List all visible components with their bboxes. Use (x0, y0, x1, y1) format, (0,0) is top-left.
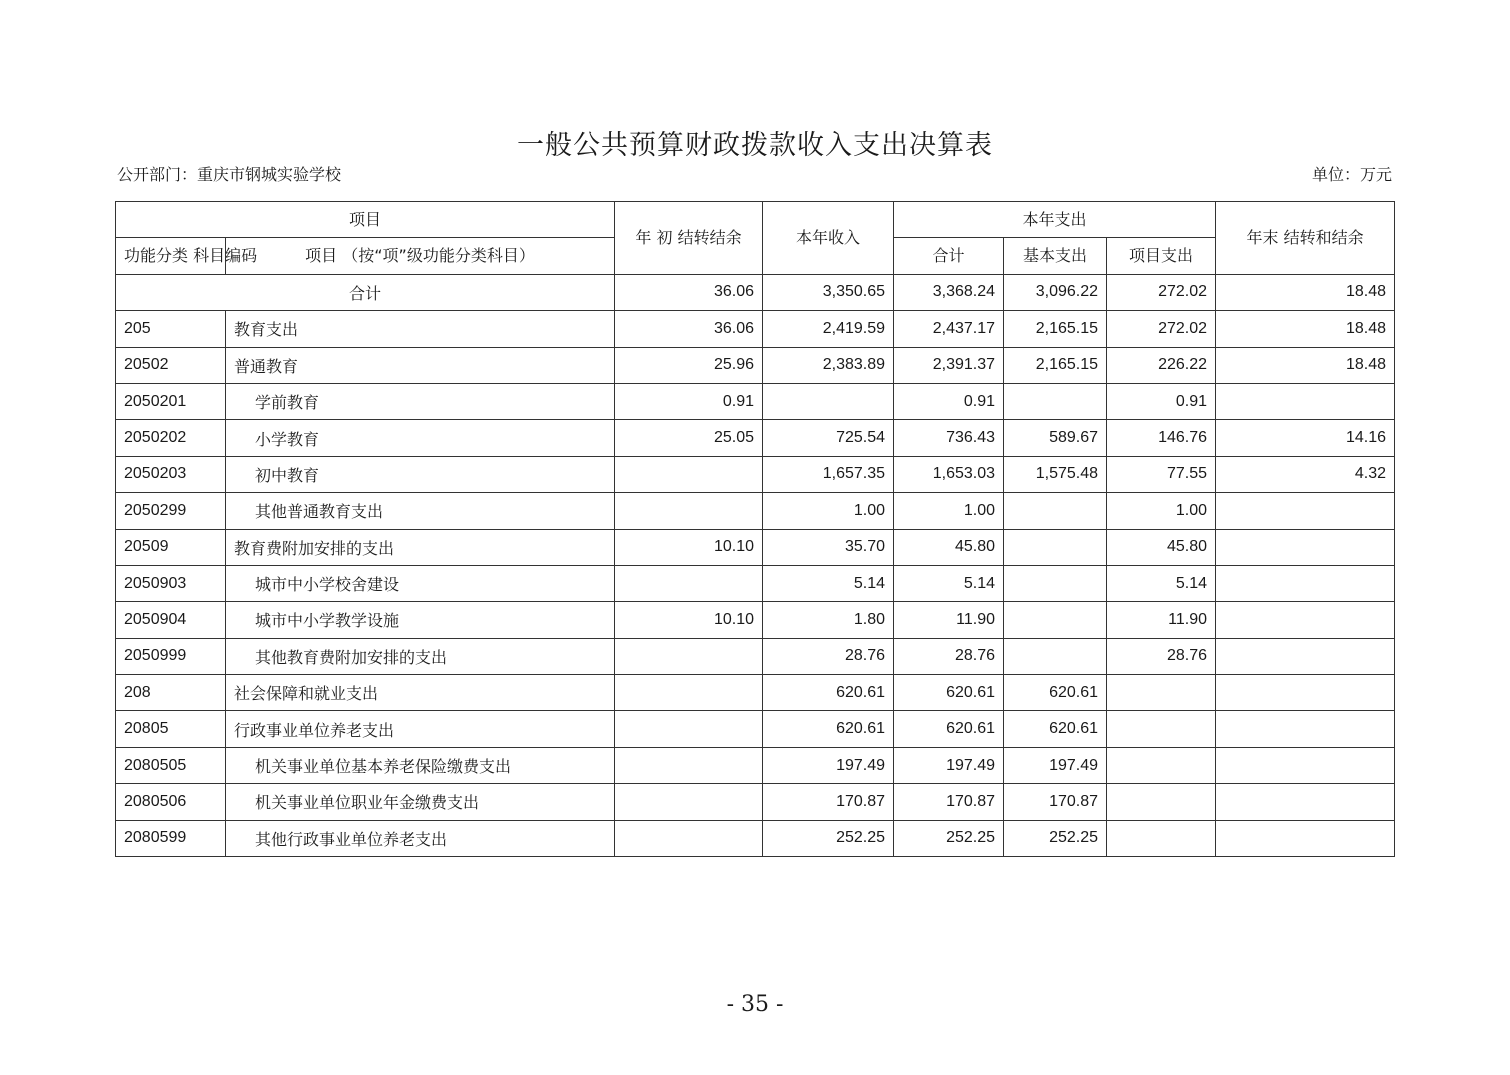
expense-total-cell: 11.90 (894, 602, 1004, 638)
header-item-name: 项目 （按“项”级功能分类科目） (226, 238, 615, 274)
name-cell: 城市中小学校舍建设 (226, 565, 615, 601)
expense-project-cell: 272.02 (1107, 311, 1216, 347)
code-cell: 20502 (116, 347, 226, 383)
expense-total-cell: 620.61 (894, 711, 1004, 747)
total-opening: 36.06 (615, 274, 763, 310)
opening-cell: 36.06 (615, 311, 763, 347)
header-income: 本年收入 (763, 202, 894, 275)
income-cell: 197.49 (763, 747, 894, 783)
expense-total-cell: 5.14 (894, 565, 1004, 601)
header-closing-balance: 年末 结转和结余 (1216, 202, 1395, 275)
total-expense-basic: 3,096.22 (1004, 274, 1107, 310)
expense-basic-cell: 620.61 (1004, 711, 1107, 747)
expense-project-cell: 45.80 (1107, 529, 1216, 565)
opening-cell: 10.10 (615, 602, 763, 638)
name-cell: 机关事业单位基本养老保险缴费支出 (226, 747, 615, 783)
income-cell: 35.70 (763, 529, 894, 565)
expense-project-cell: 0.91 (1107, 383, 1216, 419)
expense-total-cell: 2,437.17 (894, 311, 1004, 347)
name-cell: 其他普通教育支出 (226, 493, 615, 529)
closing-cell: 18.48 (1216, 311, 1395, 347)
expense-basic-cell (1004, 493, 1107, 529)
closing-cell (1216, 493, 1395, 529)
name-cell: 普通教育 (226, 347, 615, 383)
header-opening-balance: 年 初 结转结余 (615, 202, 763, 275)
code-cell: 2080506 (116, 784, 226, 820)
expense-basic-cell (1004, 529, 1107, 565)
name-cell: 学前教育 (226, 383, 615, 419)
total-income: 3,350.65 (763, 274, 894, 310)
table-row (116, 383, 1395, 419)
income-cell: 620.61 (763, 675, 894, 711)
expense-total-cell: 45.80 (894, 529, 1004, 565)
closing-cell (1216, 529, 1395, 565)
table-row (116, 747, 1395, 783)
page-number: - 35 - (726, 992, 784, 1017)
table-row (116, 675, 1395, 711)
code-cell: 20509 (116, 529, 226, 565)
expense-basic-cell: 170.87 (1004, 784, 1107, 820)
code-cell: 20805 (116, 711, 226, 747)
income-cell: 170.87 (763, 784, 894, 820)
opening-cell (615, 747, 763, 783)
expense-total-cell: 1,653.03 (894, 456, 1004, 492)
name-cell: 教育支出 (226, 311, 615, 347)
expense-total-cell: 1.00 (894, 493, 1004, 529)
opening-cell (615, 493, 763, 529)
opening-cell (615, 820, 763, 856)
expense-basic-cell: 620.61 (1004, 675, 1107, 711)
expense-basic-cell: 197.49 (1004, 747, 1107, 783)
expense-total-cell: 0.91 (894, 383, 1004, 419)
name-cell: 机关事业单位职业年金缴费支出 (226, 784, 615, 820)
expense-project-cell: 11.90 (1107, 602, 1216, 638)
table-row (116, 529, 1395, 565)
expense-basic-cell (1004, 565, 1107, 601)
opening-cell: 25.96 (615, 347, 763, 383)
table-body (116, 274, 1395, 856)
expense-total-cell: 2,391.37 (894, 347, 1004, 383)
code-cell: 2050904 (116, 602, 226, 638)
expense-basic-cell (1004, 602, 1107, 638)
closing-cell: 14.16 (1216, 420, 1395, 456)
code-cell: 2050999 (116, 638, 226, 674)
table-row (116, 565, 1395, 601)
table-row (116, 347, 1395, 383)
header-expense-group: 本年支出 (894, 202, 1216, 238)
opening-cell (615, 638, 763, 674)
total-expense-total: 3,368.24 (894, 274, 1004, 310)
closing-cell (1216, 638, 1395, 674)
code-cell: 2050203 (116, 456, 226, 492)
opening-cell (615, 784, 763, 820)
expense-total-cell: 170.87 (894, 784, 1004, 820)
expense-total-cell: 620.61 (894, 675, 1004, 711)
closing-cell (1216, 565, 1395, 601)
unit-label: 单位：万元 (1311, 165, 1392, 184)
income-cell: 1.00 (763, 493, 894, 529)
expense-total-cell: 28.76 (894, 638, 1004, 674)
department-label: 公开部门：重庆市钢城实验学校 (117, 165, 342, 184)
income-cell: 620.61 (763, 711, 894, 747)
opening-cell (615, 565, 763, 601)
expense-project-cell: 226.22 (1107, 347, 1216, 383)
name-cell: 社会保障和就业支出 (226, 675, 615, 711)
header-item-group: 项目 (116, 202, 615, 238)
expense-basic-cell: 252.25 (1004, 820, 1107, 856)
table-row (116, 311, 1395, 347)
total-row (116, 274, 1395, 310)
table-row (116, 820, 1395, 856)
code-cell: 2080599 (116, 820, 226, 856)
income-cell: 1.80 (763, 602, 894, 638)
code-cell: 2050201 (116, 383, 226, 419)
opening-cell: 25.05 (615, 420, 763, 456)
income-cell: 252.25 (763, 820, 894, 856)
name-cell: 其他教育费附加安排的支出 (226, 638, 615, 674)
code-cell: 208 (116, 675, 226, 711)
report-title: 一般公共预算财政拨款收入支出决算表 (517, 130, 993, 161)
total-closing: 18.48 (1216, 274, 1395, 310)
table-row (116, 784, 1395, 820)
expense-basic-cell: 2,165.15 (1004, 347, 1107, 383)
opening-cell (615, 675, 763, 711)
name-cell: 城市中小学教学设施 (226, 602, 615, 638)
code-cell: 2080505 (116, 747, 226, 783)
expense-basic-cell (1004, 383, 1107, 419)
closing-cell (1216, 383, 1395, 419)
opening-cell (615, 456, 763, 492)
expense-project-cell (1107, 820, 1216, 856)
name-cell: 教育费附加安排的支出 (226, 529, 615, 565)
expense-project-cell (1107, 747, 1216, 783)
code-cell: 205 (116, 311, 226, 347)
income-cell: 2,419.59 (763, 311, 894, 347)
closing-cell (1216, 675, 1395, 711)
name-cell: 其他行政事业单位养老支出 (226, 820, 615, 856)
total-label: 合计 (116, 274, 615, 310)
closing-cell: 4.32 (1216, 456, 1395, 492)
code-cell: 2050202 (116, 420, 226, 456)
table-row (116, 420, 1395, 456)
expense-project-cell: 28.76 (1107, 638, 1216, 674)
closing-cell (1216, 820, 1395, 856)
expense-total-cell: 197.49 (894, 747, 1004, 783)
table-row (116, 602, 1395, 638)
income-cell: 28.76 (763, 638, 894, 674)
closing-cell (1216, 747, 1395, 783)
expense-project-cell: 146.76 (1107, 420, 1216, 456)
opening-cell (615, 711, 763, 747)
budget-table (115, 201, 1395, 857)
opening-cell: 0.91 (615, 383, 763, 419)
expense-total-cell: 252.25 (894, 820, 1004, 856)
header-expense-total: 合计 (894, 238, 1004, 274)
expense-project-cell (1107, 711, 1216, 747)
name-cell: 初中教育 (226, 456, 615, 492)
header-expense-basic: 基本支出 (1004, 238, 1107, 274)
table-row (116, 456, 1395, 492)
code-cell: 2050299 (116, 493, 226, 529)
income-cell: 5.14 (763, 565, 894, 601)
closing-cell: 18.48 (1216, 347, 1395, 383)
expense-project-cell: 1.00 (1107, 493, 1216, 529)
expense-basic-cell: 2,165.15 (1004, 311, 1107, 347)
table-header (116, 202, 1395, 275)
expense-basic-cell: 589.67 (1004, 420, 1107, 456)
expense-basic-cell (1004, 638, 1107, 674)
income-cell: 1,657.35 (763, 456, 894, 492)
opening-cell: 10.10 (615, 529, 763, 565)
expense-basic-cell: 1,575.48 (1004, 456, 1107, 492)
name-cell: 小学教育 (226, 420, 615, 456)
closing-cell (1216, 711, 1395, 747)
table-row (116, 711, 1395, 747)
code-cell: 2050903 (116, 565, 226, 601)
expense-project-cell (1107, 675, 1216, 711)
expense-project-cell: 77.55 (1107, 456, 1216, 492)
name-cell: 行政事业单位养老支出 (226, 711, 615, 747)
expense-total-cell: 736.43 (894, 420, 1004, 456)
closing-cell (1216, 602, 1395, 638)
total-expense-project: 272.02 (1107, 274, 1216, 310)
header-expense-project: 项目支出 (1107, 238, 1216, 274)
closing-cell (1216, 784, 1395, 820)
expense-project-cell (1107, 784, 1216, 820)
income-cell: 2,383.89 (763, 347, 894, 383)
income-cell (763, 383, 894, 419)
table-row (116, 493, 1395, 529)
expense-project-cell: 5.14 (1107, 565, 1216, 601)
table-row (116, 638, 1395, 674)
header-func-code: 功能分类 科目编码 (116, 238, 226, 274)
income-cell: 725.54 (763, 420, 894, 456)
